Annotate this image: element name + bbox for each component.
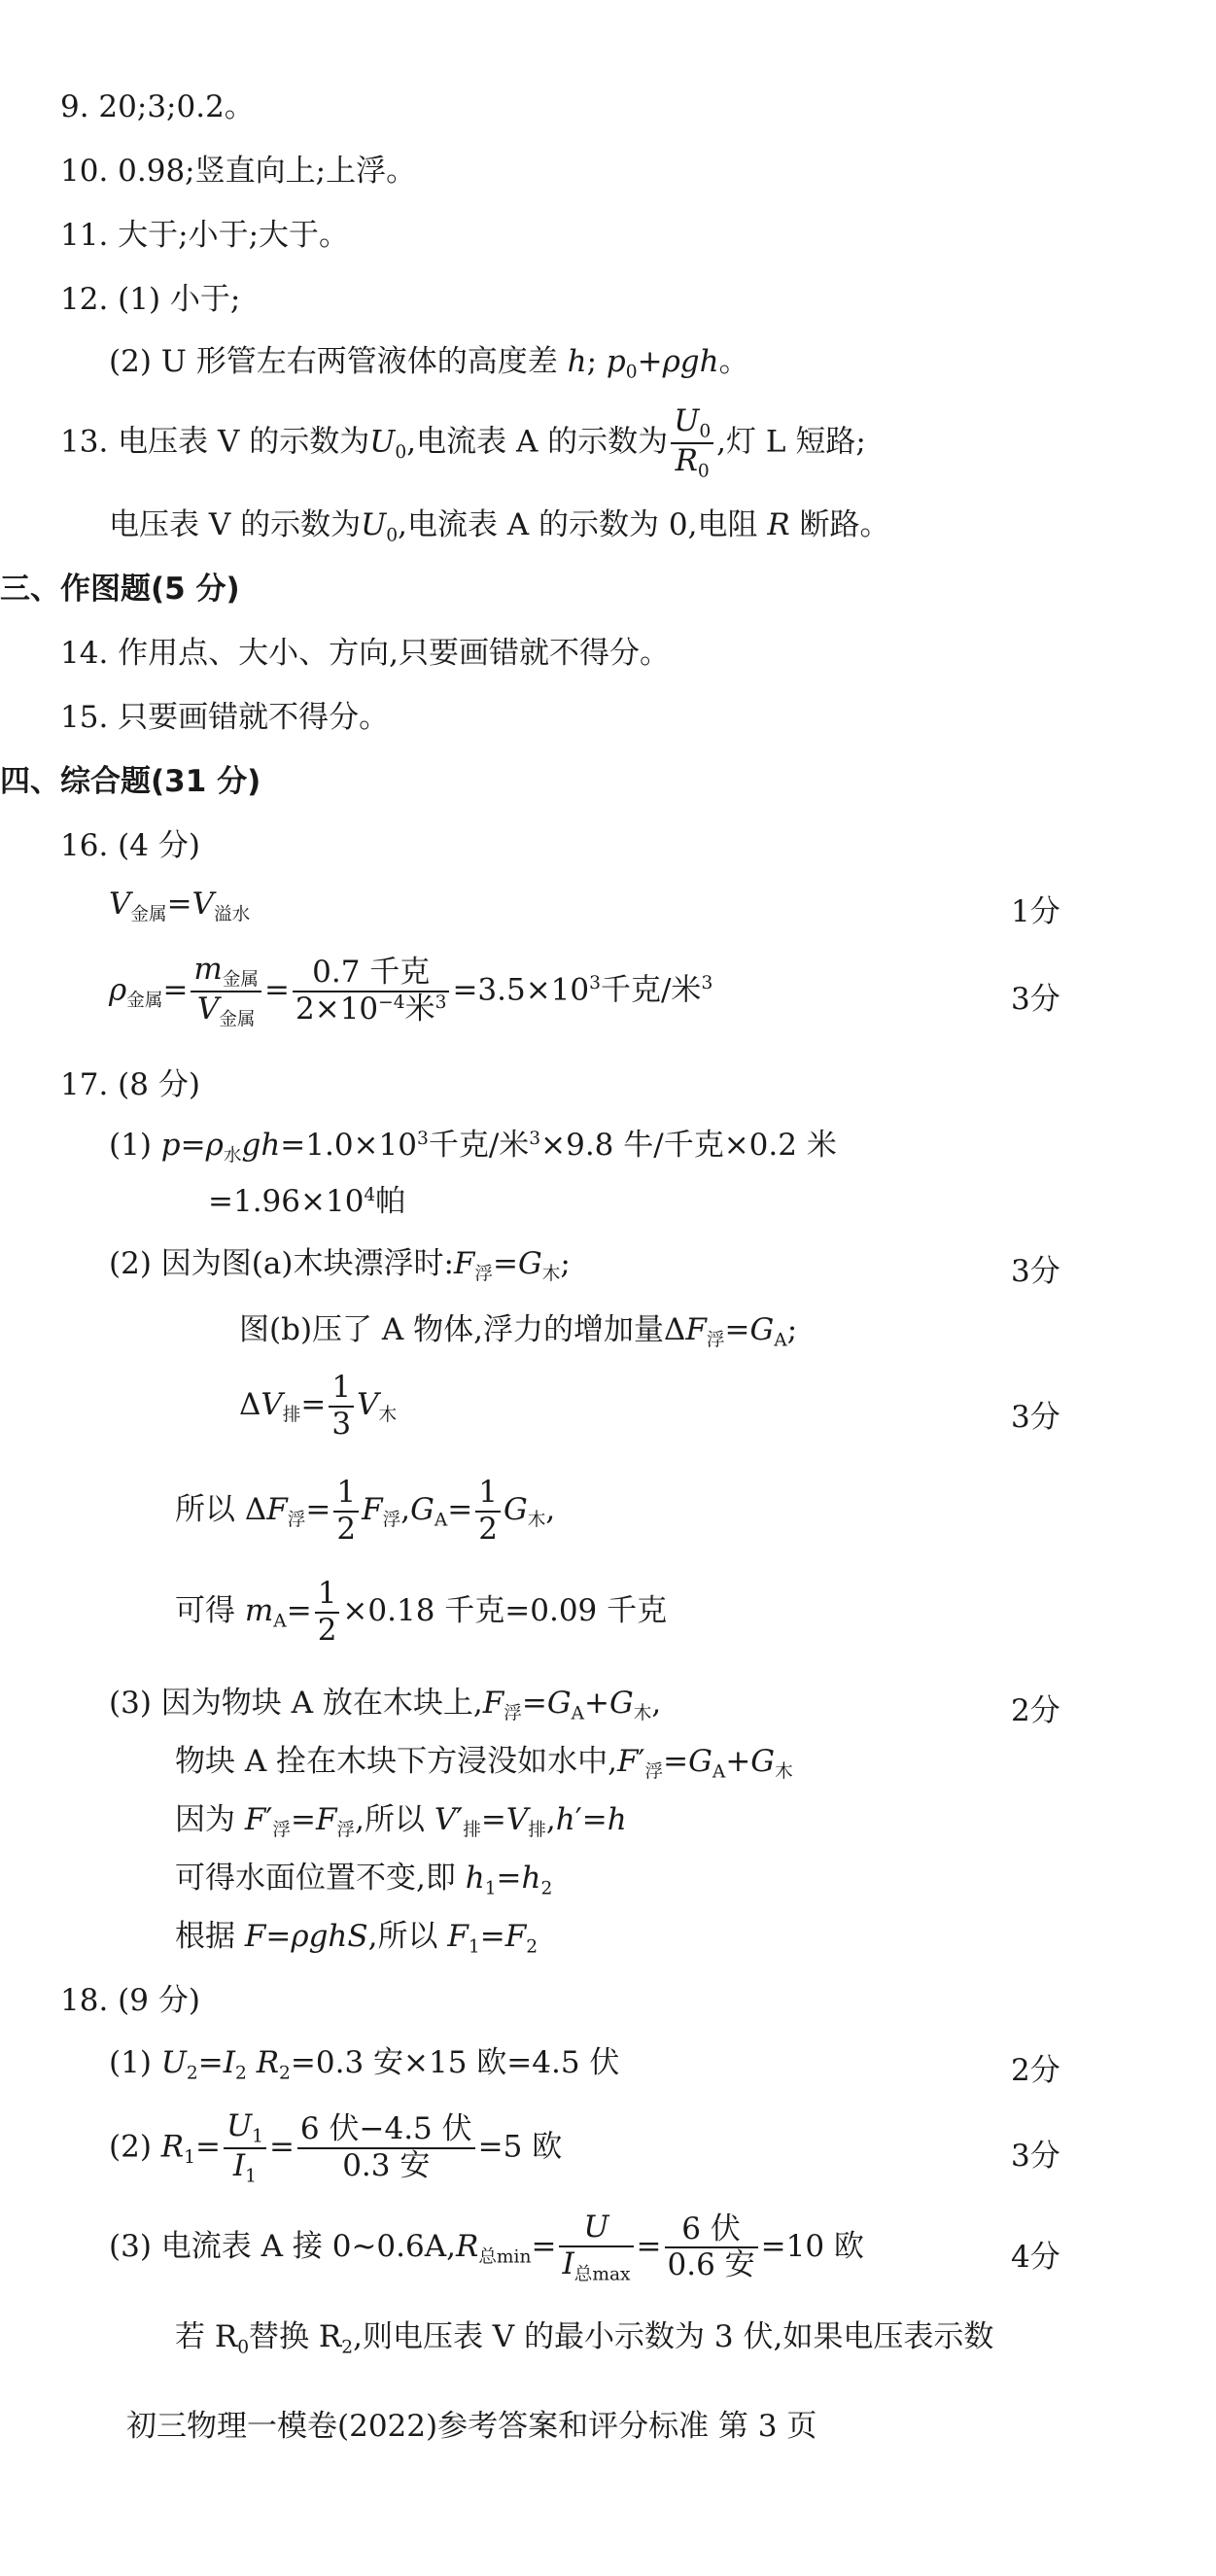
answer-16: 16. (4 分)	[60, 828, 200, 863]
answer-13-text4: 电压表 V 的示数为	[109, 507, 362, 542]
q17-part2-line4: 所以 $\Delta F_浮=$ $\frac{1}{2}$ $F_浮,G_A=$ $\frac{1}{2}$ $G_木$,	[175, 1475, 556, 1547]
q17-part3-line1: (3) 因为物块 A 放在木块上$,F_浮=G_A+G_木$,	[109, 1686, 662, 1724]
answer-13-text6: 断路。	[799, 507, 890, 542]
q18-part1: (1) $U_2=I_2$ $R_2=0.3$ 安×15 欧=4.5 伏	[109, 2045, 620, 2084]
q18-points-3: 4分	[1011, 2240, 1060, 2275]
section-4-heading: 四、综合题(31 分)	[0, 764, 261, 799]
answer-14: 14. 作用点、大小、方向,只要画错就不得分。	[60, 636, 671, 671]
answer-13-text3: ,灯 L 短路;	[716, 424, 866, 460]
q16-points-2: 3分	[1011, 982, 1060, 1017]
q17-part3-line5: 根据 F=ρghS,所以 $F_1=F_2$	[175, 1919, 539, 1958]
answer-17: 17. (8 分)	[60, 1067, 200, 1102]
answer-15: 15. 只要画错就不得分。	[60, 700, 390, 735]
answer-13-text1: 13. 电压表 V 的示数为	[60, 424, 370, 460]
answer-13-line2: 电压表 V 的示数为$U_0$,电流表 A 的示数为 0,电阻 R 断路。	[109, 507, 890, 546]
q17-part3-line4: 可得水面位置不变,即 $h_1=h_2$	[175, 1861, 553, 1899]
answer-12-2-text: (2) U 形管左右两管液体的高度差	[109, 344, 558, 379]
q17-part2-line3: $\Delta V_排=$ $\frac{1}{3}$ $V_木$	[239, 1370, 398, 1442]
q18-part3-line2: 若 $R_0$替换 $R_2$,则电压表 V 的最小示数为 3 伏,如果电压表示数	[175, 2319, 994, 2358]
fraction-u0-r0: $\frac{U_0}{R_0}$	[671, 404, 713, 482]
answer-13-line1: 13. 电压表 V 的示数为$U_0$,电流表 A 的示数为 $\frac{U_0}{R_0}$ ,灯 L 短路;	[60, 403, 866, 482]
answer-13-text5: ,电流表 A 的示数为 0,电阻	[398, 507, 758, 542]
answer-12-1: 12. (1) 小于;	[60, 282, 241, 317]
q17-part1: (1) $p=\rho_水gh=1.0\times 10^3$千克/米$^3$×9.8 牛/千克×0.2 米	[109, 1128, 837, 1166]
q17-part2-line5: 可得 $m_A=$ $\frac{1}{2}$ ×0.18 千克=0.09 千克	[175, 1576, 668, 1648]
answer-13-text2: ,电流表 A 的示数为	[406, 424, 669, 460]
answer-10: 10. 0.98;竖直向上;上浮。	[60, 154, 417, 189]
q18-part2: (2) $R_1=$ $\frac{U_1}{I_1}$ = $\frac{\text{6 伏−4.5 伏}}{\text{0.3 安}}$ =5 欧	[109, 2108, 563, 2187]
answer-12-2: (2) U 形管左右两管液体的高度差 h; $p_0+\rho gh$。	[109, 344, 749, 383]
q17-part3-line2: 物块 A 拴在木块下方浸没如水中$,F'_浮=G_A+G_木$	[175, 1744, 793, 1783]
q17-part3-line3: 因为 $F'_浮=F_浮$,所以 $V'_排=V_排,h'=h$	[175, 1802, 627, 1841]
q16-eq2: $\rho_{金属}=$ $\frac{m_{金属}}{V_{金属}}$ = $\frac{\text{0.7 千克}}{2\times 10^{-4}米^3}$ $=3.5\times 10^3$千克/米$^3$	[109, 952, 713, 1030]
q17-part2-line1: (2) 因为图(a)木块漂浮时$:F_浮=G_木$;	[109, 1246, 571, 1285]
page-footer: 初三物理一模卷(2022)参考答案和评分标准 第 3 页	[126, 2409, 817, 2444]
q17-points-a: 3分	[1011, 1254, 1060, 1289]
answer-9: 9. 20;3;0.2。	[60, 89, 255, 124]
q16-eq1: $V_{金属}=V_{溢水}$	[109, 887, 251, 925]
q16-points-1: 1分	[1011, 894, 1060, 929]
q17-points-c: 2分	[1011, 1693, 1060, 1728]
q17-part2-line2: 图(b)压了 A 物体,浮力的增加量$\Delta F_浮=G_A$;	[239, 1312, 798, 1351]
q18-part3: (3) 电流表 A 接 $0\sim 0.6A,R_{总min}=$ $\frac{U}{I_{总max}}$ = $\frac{\text{6 伏}}{\text{0.6 安}}$ =10 欧	[109, 2210, 864, 2285]
q17-points-b: 3分	[1011, 1400, 1060, 1435]
q18-points-2: 3分	[1011, 2139, 1060, 2174]
q18-points-1: 2分	[1011, 2053, 1060, 2088]
answer-18: 18. (9 分)	[60, 1983, 200, 2018]
section-3-heading: 三、作图题(5 分)	[0, 572, 240, 607]
answer-11: 11. 大于;小于;大于。	[60, 218, 350, 253]
q17-part1-result: $=1.96\times 10^4$帕	[208, 1184, 406, 1219]
